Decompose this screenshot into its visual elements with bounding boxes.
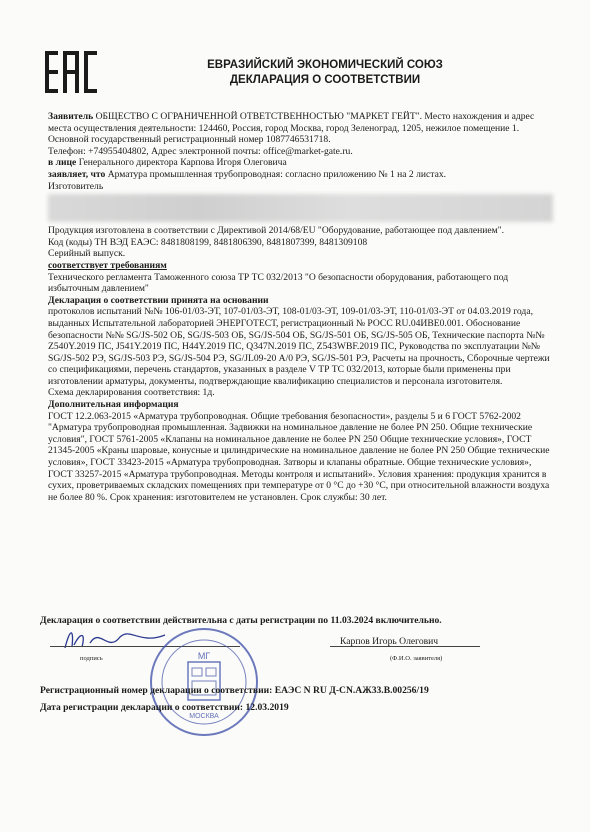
person-label: в лице: [48, 157, 77, 169]
registration-block: [40, 682, 555, 716]
document-title: [190, 58, 460, 88]
registration-date: 12.03.2019: [245, 702, 289, 713]
stamp-initials: МГ: [197, 651, 211, 661]
contacts: Телефон: +74955404802, Адрес электронной почты: office@market-gate.ru.: [48, 145, 353, 157]
declaration-heading: ДЕКЛАРАЦИЯ О СООТВЕТСТВИИ: [229, 74, 421, 86]
eac-logo: [44, 49, 99, 95]
basis-text: протоколов испытаний №№ 106-01/03-ЭТ, 107-01/03-ЭТ, 108-01/03-ЭТ, 109-01/03-ЭТ, 110-01/03-ЭТ от 04.03.2019 года, выданных Испытательной лабораторией ЭНЕРГОТЕСТ, регистрационный № РОСС RU.04ИВЕ0.001. Обоснование безопасности №№ SG/JS-502 ОБ, SG/JS-503 ОБ, SG/JS-504 ОБ, SG/JS-501 ОБ, SG/JS-505 ОБ, Технические паспорта №№ Z540Y.2019 ПС, J541Y.2019 ПС, H44Y.2019 ПС, Q347N.2019 ПС, Z543WBF.2019 ПС, Руководства по эксплуатации №№ SG/JS-502 РЭ, SG/JS-503 РЭ, SG/JS-504 РЭ, SG/JL09-20 А/0 РЭ, SG/JS-501 РЭ, Расчеты на прочность, Сборочные чертежи со спецификациями, перечень стандартов, указанных в разделе V ТР ТС 032/2013, которые были применены при изготовлении арматуры, документы, подтверждающие квалификацию специалистов и персонала изготовителя.: [48, 306, 550, 387]
registration-number-row: [40, 682, 555, 699]
applicant-label: Заявитель: [48, 111, 94, 122]
registration-number-label: Регистрационный номер декларации о соответствии:: [40, 685, 273, 696]
requirements-text: Технического регламента Таможенного союза ТР ТС 032/2013 "О безопасности оборудования, работающего под избыточным давлением": [48, 271, 509, 295]
requirements-label: соответствует требованиям: [48, 259, 167, 271]
additional-label: Дополнительная информация: [48, 399, 179, 411]
declares-label: заявляет, что: [48, 168, 106, 180]
directive: Продукция изготовлена в соответствии с Директивой 2014/68/EU "Оборудование, работающее под давлением".: [48, 225, 505, 237]
declares-text: Арматура промышленная трубопроводная: согласно приложению № 1 на 2 листах.: [107, 168, 447, 180]
declaration-body: [48, 111, 553, 503]
declares-section: [48, 169, 553, 181]
applicant-text: ОБЩЕСТВО С ОГРАНИЧЕННОЙ ОТВЕТСТВЕННОСТЬЮ "МАРКЕТ ГЕЙТ". Место нахождения и адрес места осуществления деятельности: 124460, Россия, город Москва, город Зеленоград, 1205, нежилое помещение 1.: [48, 111, 535, 134]
serial-production: Серийный выпуск.: [48, 248, 126, 260]
basis-label: Декларация о соответствии принята на основании: [48, 294, 269, 306]
declaration-scheme: Схема декларирования соответствия: 1д.: [48, 387, 215, 399]
registration-date-row: [40, 699, 555, 716]
additional-text: ГОСТ 12.2.063-2015 «Арматура трубопроводная. Общие требования безопасности», разделы 5 и 6 ГОСТ 5762-2002 "Арматура трубопроводная промышленная. Задвижки на номинальное давление не более PN 250. Общие технические условия", ГОСТ 5761-2005 «Клапаны на номинальное давление не более PN 250 Общие технические условия», ГОСТ 21345-2005 «Краны шаровые, конусные и цилиндрические на номинальное давление не более PN 250 Общие технические условия», ГОСТ 33423-2015 «Арматура трубопроводная. Затворы и клапаны обратные. Общие технические условия», ГОСТ 33257-2015 «Арматура трубопроводная. Методы контроля и испытаний». Условия хранения: продукция хранится в сухих, проветриваемых складских помещениях при температуре от 0 °С до +30 °С, при относительной влажности воздуха не более 80 %. Срок хранения: изготовителем не установлен. Срок службы: 30 лет.: [48, 410, 550, 503]
manufacturer-label: Изготовитель: [48, 180, 104, 192]
person-text: Генерального директора Карпова Игоря Олеговича: [78, 157, 287, 169]
registration-date-label: Дата регистрации декларации о соответствии:: [40, 702, 244, 713]
applicant-section: [48, 111, 553, 134]
signature-label: подпись: [80, 655, 103, 662]
person-section: [48, 157, 553, 169]
redacted-manufacturer: [48, 194, 553, 222]
registration-number: ЕАЭС N RU Д-CN.АЖ33.В.00256/19: [274, 685, 429, 696]
fio-line: [330, 646, 480, 647]
tn-ved-codes: Код (коды) ТН ВЭД ЕАЭС: 8481808199, 8481806390, 8481807399, 8481309108: [48, 236, 368, 248]
fio-label: (Ф.И.О. заявителя): [390, 655, 443, 662]
stamp-city: МОСКВА: [189, 713, 219, 720]
union-name: ЕВРАЗИЙСКИЙ ЭКОНОМИЧЕСКИЙ СОЮЗ: [207, 59, 443, 71]
validity-statement: Декларация о соответствии действительна с даты регистрации по 11.03.2024 включительно.: [40, 615, 442, 626]
ogrn: Основной государственный регистрационный номер 1087746531718.: [48, 134, 331, 146]
signatory-name: Карпов Игорь Олегович: [340, 636, 439, 647]
